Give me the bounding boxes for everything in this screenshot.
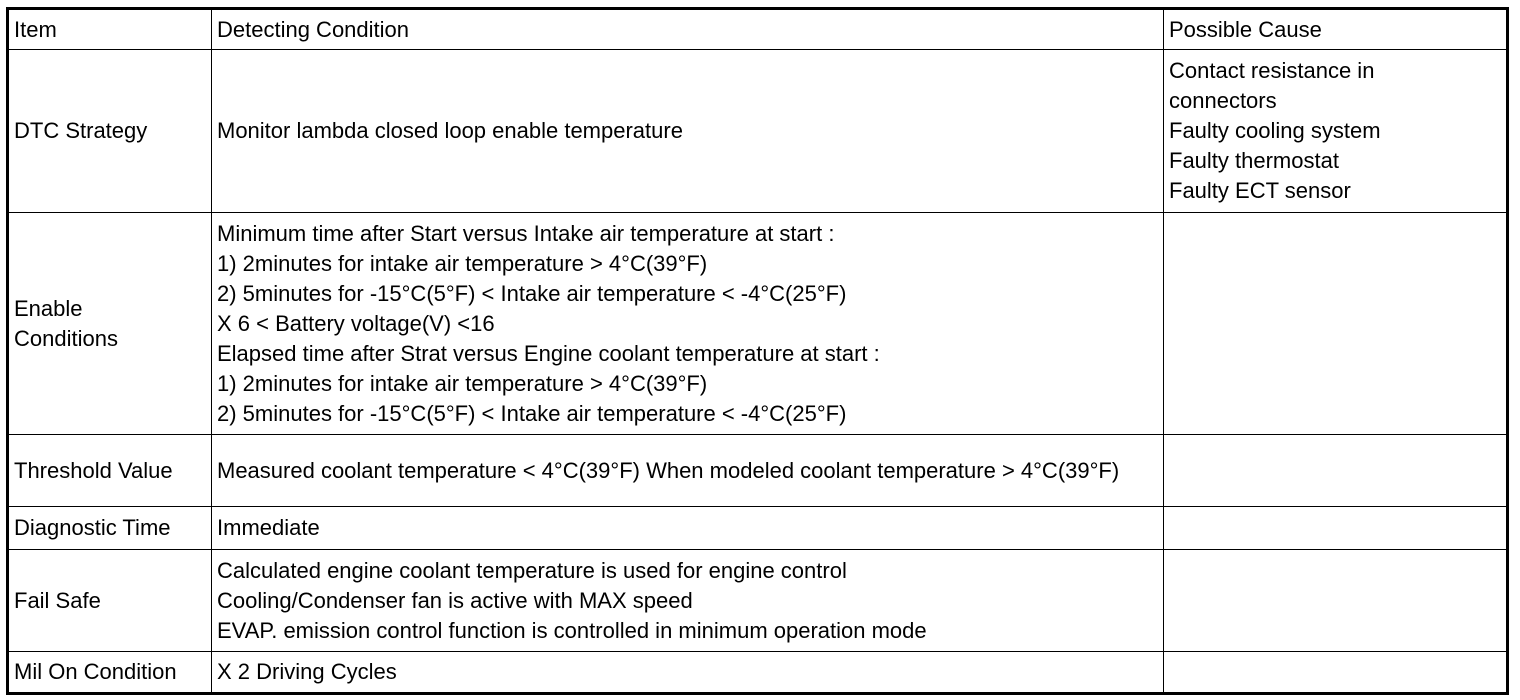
item-cell — [8, 550, 212, 652]
item-label: DTC Strategy — [14, 118, 148, 143]
condition-line: Monitor lambda closed loop enable temperature — [217, 118, 683, 143]
condition-line: EVAP. emission control function is controlled in minimum operation mode — [217, 617, 927, 643]
cause-line: Contact resistance in — [1169, 58, 1375, 83]
item-label: Conditions — [14, 325, 118, 351]
dtc-spec-table — [6, 7, 1509, 695]
table-row-enable-conditions — [8, 213, 1508, 435]
cause-line: Faulty cooling system — [1169, 118, 1381, 143]
condition-line: Calculated engine coolant temperature is used for engine control — [217, 557, 847, 583]
condition-cell — [212, 652, 1164, 694]
cause-line: Faulty ECT sensor — [1169, 178, 1351, 203]
condition-line: 2) 5minutes for -15°C(5°F) < Intake air temperature < -4°C(25°F) — [217, 280, 847, 306]
cause-cell — [1164, 213, 1508, 435]
item-cell — [8, 50, 212, 213]
item-label: Fail Safe — [14, 587, 101, 613]
cause-line: Faulty thermostat — [1169, 148, 1339, 173]
item-label: Enable — [14, 295, 83, 321]
cause-cell — [1164, 507, 1508, 550]
condition-line: X 6 < Battery voltage(V) <16 — [217, 310, 495, 336]
condition-line: Cooling/Condenser fan is active with MAX speed — [217, 587, 693, 613]
header-detecting-condition: Detecting Condition — [212, 9, 1164, 50]
condition-line: Measured coolant temperature < 4°C(39°F) When modeled coolant temperature > 4°C(39°F) — [217, 457, 1120, 483]
table-row-diagnostic-time — [8, 507, 1508, 550]
item-cell — [8, 435, 212, 507]
cause-line: connectors — [1169, 88, 1277, 113]
condition-line: Elapsed time after Strat versus Engine coolant temperature at start : — [217, 340, 880, 366]
cause-cell — [1164, 550, 1508, 652]
item-label: Threshold Value — [14, 457, 173, 483]
condition-line: X 2 Driving Cycles — [217, 659, 397, 684]
item-cell — [8, 213, 212, 435]
table-row-mil-on-condition — [8, 652, 1508, 694]
header-item: Item — [8, 9, 212, 50]
cause-cell — [1164, 652, 1508, 694]
table-row-fail-safe — [8, 550, 1508, 652]
table-row-dtc-strategy — [8, 50, 1508, 213]
table-row-threshold-value — [8, 435, 1508, 507]
item-label: Mil On Condition — [14, 659, 177, 684]
item-label: Diagnostic Time — [14, 515, 171, 540]
condition-line: 1) 2minutes for intake air temperature > 4°C(39°F) — [217, 370, 708, 396]
condition-cell — [212, 507, 1164, 550]
cause-cell — [1164, 435, 1508, 507]
condition-cell — [212, 550, 1164, 652]
condition-line: 1) 2minutes for intake air temperature > 4°C(39°F) — [217, 250, 708, 276]
condition-line: 2) 5minutes for -15°C(5°F) < Intake air temperature < -4°C(25°F) — [217, 400, 847, 426]
condition-cell — [212, 50, 1164, 213]
condition-cell — [212, 213, 1164, 435]
condition-line: Minimum time after Start versus Intake air temperature at start : — [217, 220, 835, 246]
table-header-row — [8, 9, 1508, 50]
condition-cell — [212, 435, 1164, 507]
condition-line: Immediate — [217, 515, 320, 540]
item-cell — [8, 652, 212, 694]
item-cell — [8, 507, 212, 550]
header-possible-cause: Possible Cause — [1164, 9, 1508, 50]
cause-cell — [1164, 50, 1508, 213]
